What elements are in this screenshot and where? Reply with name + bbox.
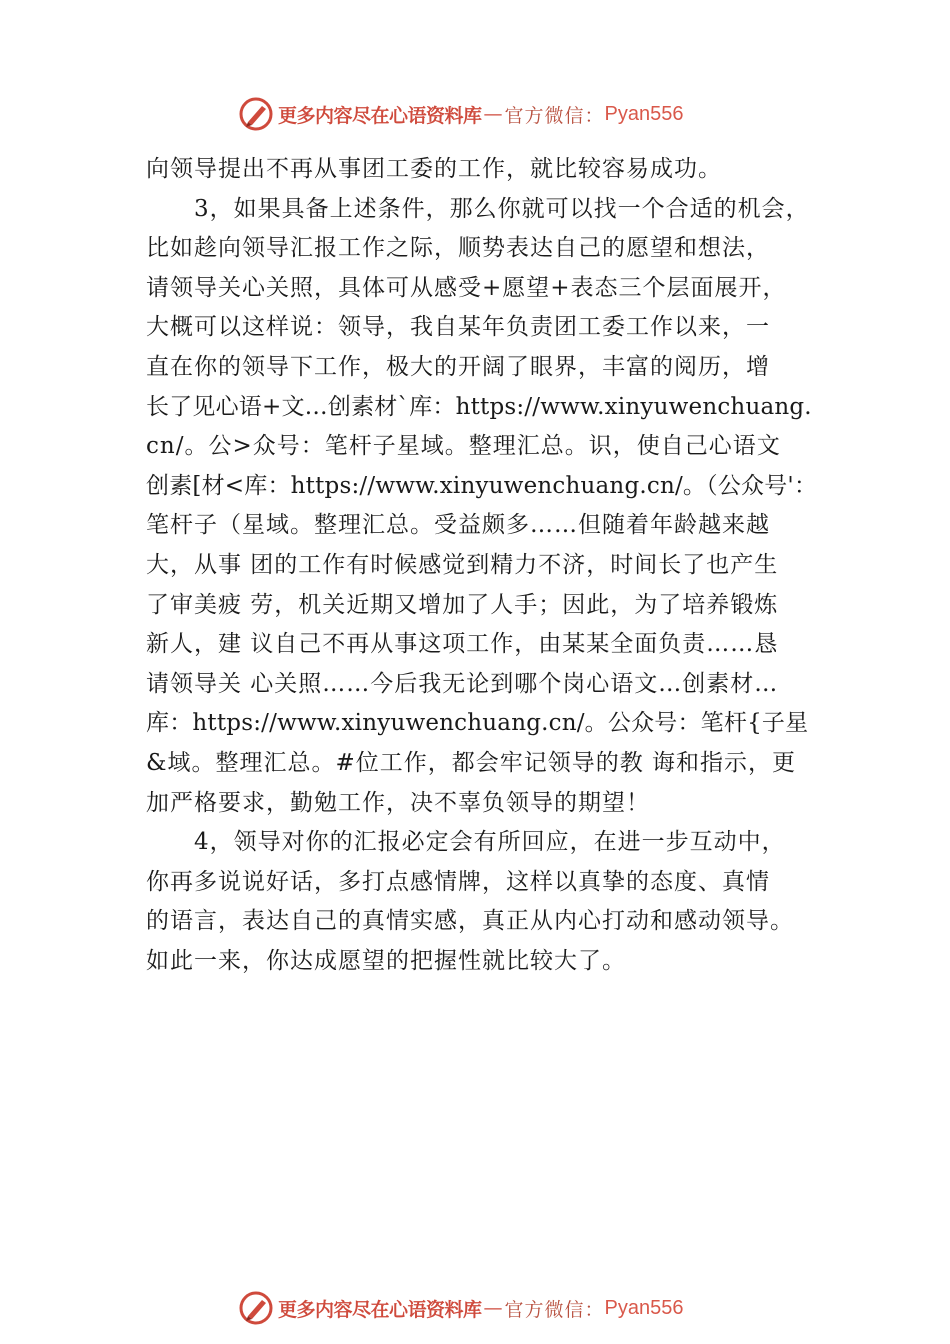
banner-title: 更多内容尽在心语资料库: [278, 104, 482, 127]
banner-wechat-label: 官方微信：: [504, 104, 605, 127]
body-line: 请领导关心关照，具体可从感受+愿望+表态三个层面展开，: [146, 274, 787, 301]
body-line: 新人，建 议自己不再从事这项工作，由某某全面负责……恳: [146, 631, 779, 658]
body-line: 向领导提出不再从事团工委的工作，就比较容易成功。: [146, 156, 722, 182]
banner-dash: —: [483, 1297, 503, 1319]
banner-wechat-id: Pyan556: [604, 1296, 684, 1319]
body-line: 3，如果具备上述条件，那么你就可以找一个合适的机会，: [146, 195, 810, 222]
body-line: 大概可以这样说：领导，我自某年负责团工委工作以来，一: [146, 314, 770, 341]
banner-dash: —: [483, 103, 503, 125]
body-line: 大，从事 团的工作有时候感觉到精力不济，时间长了也产生: [146, 551, 779, 578]
pen-logo-icon: [238, 96, 274, 132]
body-line: 直在你的领导下工作，极大的开阔了眼界，丰富的阅历，增: [146, 353, 770, 380]
body-line: 请领导关 心关照……今后我无论到哪个岗心语文…创素材…: [146, 670, 779, 697]
banner-title: 更多内容尽在心语资料库: [278, 1298, 482, 1321]
body-line: 库：https://www.xinyuwenchuang.cn/。公众号：笔杆{子星: [146, 710, 809, 737]
body-line: 笔杆子（星域。整理汇总。受益颇多……但随着年龄越来越: [146, 512, 770, 539]
body-line: 长了见心语+文…创素材`库：https://www.xinyuwenchuang.: [146, 393, 812, 420]
header-watermark-banner: [238, 96, 738, 132]
banner-wechat-id: Pyan556: [604, 102, 684, 125]
body-line: 的语言，表达自己的真情实感，真正从内心打动和感动领导。: [146, 908, 794, 935]
document-body: [146, 150, 836, 981]
footer-watermark-banner: [238, 1290, 738, 1326]
body-line: 4，领导对你的汇报必定会有所回应，在进一步互动中，: [146, 829, 786, 856]
body-line: 加严格要求，勤勉工作，决不辜负领导的期望！: [146, 789, 650, 816]
body-line: 了审美疲 劳，机关近期又增加了人手；因此，为了培养锻炼: [146, 591, 779, 618]
pen-logo-icon: [238, 1290, 274, 1326]
banner-wechat-label: 官方微信：: [504, 1298, 605, 1321]
body-line: &域。整理汇总。#位工作，都会牢记领导的教 诲和指示，更: [146, 749, 797, 776]
body-line: 你再多说说好话，多打点感情牌，这样以真挚的态度、真情: [146, 868, 770, 895]
body-line: 创素[材<库：https://www.xinyuwenchuang.cn/。（公众号'：: [146, 472, 818, 499]
body-line: cn/。公>众号：笔杆子星域。整理汇总。识，使自己心语文: [146, 433, 781, 460]
body-line: 比如趁向领导汇报工作之际，顺势表达自己的愿望和想法，: [146, 235, 770, 262]
body-line: 如此一来，你达成愿望的把握性就比较大了。: [146, 947, 626, 974]
